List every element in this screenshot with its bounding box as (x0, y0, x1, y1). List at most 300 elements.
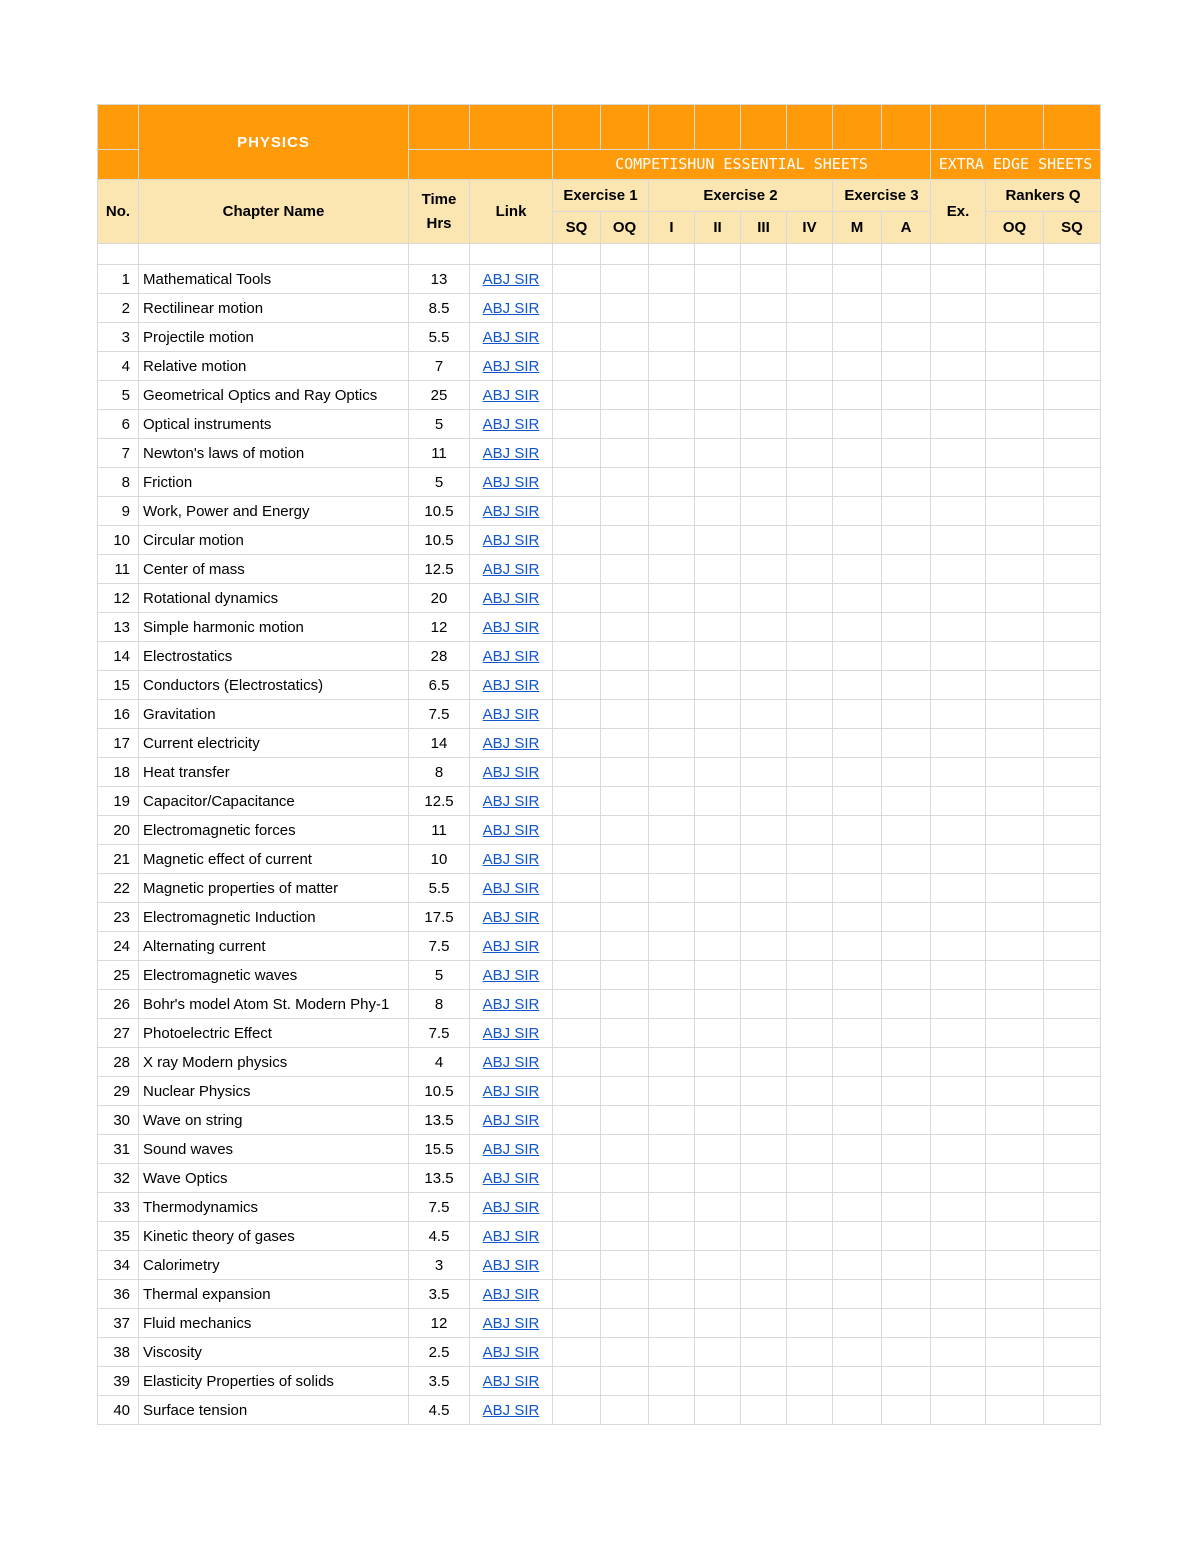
progress-cell[interactable] (553, 729, 601, 758)
progress-cell[interactable] (986, 497, 1044, 526)
progress-cell[interactable] (553, 381, 601, 410)
progress-cell[interactable] (649, 729, 695, 758)
progress-cell[interactable] (787, 1019, 833, 1048)
progress-cell[interactable] (553, 352, 601, 381)
progress-cell[interactable] (601, 1135, 649, 1164)
progress-cell[interactable] (741, 1309, 787, 1338)
chapter-link[interactable]: ABJ SIR (482, 995, 540, 1013)
progress-cell[interactable] (601, 555, 649, 584)
progress-cell[interactable] (649, 1077, 695, 1106)
progress-cell[interactable] (695, 932, 741, 961)
progress-cell[interactable] (553, 1048, 601, 1077)
progress-cell[interactable] (833, 1338, 882, 1367)
chapter-link[interactable]: ABJ SIR (482, 821, 540, 839)
progress-cell[interactable] (986, 439, 1044, 468)
progress-cell[interactable] (986, 1077, 1044, 1106)
progress-cell[interactable] (986, 671, 1044, 700)
progress-cell[interactable] (833, 1106, 882, 1135)
progress-cell[interactable] (695, 758, 741, 787)
progress-cell[interactable] (986, 1309, 1044, 1338)
progress-cell[interactable] (649, 1396, 695, 1425)
progress-cell[interactable] (833, 642, 882, 671)
progress-cell[interactable] (695, 497, 741, 526)
progress-cell[interactable] (553, 265, 601, 294)
progress-cell[interactable] (787, 729, 833, 758)
chapter-link[interactable]: ABJ SIR (482, 1401, 540, 1419)
progress-cell[interactable] (741, 758, 787, 787)
progress-cell[interactable] (553, 410, 601, 439)
progress-cell[interactable] (649, 1338, 695, 1367)
progress-cell[interactable] (649, 961, 695, 990)
progress-cell[interactable] (601, 526, 649, 555)
progress-cell[interactable] (787, 1077, 833, 1106)
progress-cell[interactable] (649, 1106, 695, 1135)
progress-cell[interactable] (649, 526, 695, 555)
progress-cell[interactable] (833, 1309, 882, 1338)
progress-cell[interactable] (931, 932, 986, 961)
progress-cell[interactable] (1044, 874, 1101, 903)
progress-cell[interactable] (986, 1338, 1044, 1367)
progress-cell[interactable] (695, 323, 741, 352)
progress-cell[interactable] (882, 1280, 931, 1309)
progress-cell[interactable] (882, 990, 931, 1019)
progress-cell[interactable] (695, 468, 741, 497)
progress-cell[interactable] (649, 352, 695, 381)
progress-cell[interactable] (601, 787, 649, 816)
progress-cell[interactable] (741, 497, 787, 526)
progress-cell[interactable] (741, 932, 787, 961)
progress-cell[interactable] (1044, 352, 1101, 381)
progress-cell[interactable] (787, 1367, 833, 1396)
progress-cell[interactable] (741, 642, 787, 671)
progress-cell[interactable] (741, 584, 787, 613)
progress-cell[interactable] (695, 671, 741, 700)
progress-cell[interactable] (1044, 468, 1101, 497)
progress-cell[interactable] (649, 845, 695, 874)
progress-cell[interactable] (931, 700, 986, 729)
progress-cell[interactable] (601, 700, 649, 729)
progress-cell[interactable] (1044, 555, 1101, 584)
progress-cell[interactable] (931, 1251, 986, 1280)
progress-cell[interactable] (601, 903, 649, 932)
progress-cell[interactable] (649, 932, 695, 961)
progress-cell[interactable] (986, 410, 1044, 439)
progress-cell[interactable] (882, 1106, 931, 1135)
progress-cell[interactable] (741, 468, 787, 497)
chapter-link[interactable]: ABJ SIR (482, 1314, 540, 1332)
progress-cell[interactable] (553, 468, 601, 497)
progress-cell[interactable] (601, 410, 649, 439)
progress-cell[interactable] (695, 1019, 741, 1048)
progress-cell[interactable] (601, 1077, 649, 1106)
progress-cell[interactable] (649, 1251, 695, 1280)
progress-cell[interactable] (553, 1338, 601, 1367)
progress-cell[interactable] (601, 1048, 649, 1077)
progress-cell[interactable] (601, 932, 649, 961)
progress-cell[interactable] (695, 1251, 741, 1280)
progress-cell[interactable] (787, 1048, 833, 1077)
progress-cell[interactable] (553, 294, 601, 323)
progress-cell[interactable] (649, 468, 695, 497)
progress-cell[interactable] (787, 613, 833, 642)
progress-cell[interactable] (695, 729, 741, 758)
progress-cell[interactable] (931, 874, 986, 903)
progress-cell[interactable] (833, 1280, 882, 1309)
progress-cell[interactable] (695, 1222, 741, 1251)
progress-cell[interactable] (833, 787, 882, 816)
progress-cell[interactable] (553, 1396, 601, 1425)
chapter-link[interactable]: ABJ SIR (482, 270, 540, 288)
chapter-link[interactable]: ABJ SIR (482, 1169, 540, 1187)
progress-cell[interactable] (601, 671, 649, 700)
progress-cell[interactable] (1044, 845, 1101, 874)
chapter-link[interactable]: ABJ SIR (482, 676, 540, 694)
progress-cell[interactable] (833, 468, 882, 497)
progress-cell[interactable] (1044, 1222, 1101, 1251)
progress-cell[interactable] (833, 265, 882, 294)
progress-cell[interactable] (986, 381, 1044, 410)
progress-cell[interactable] (882, 265, 931, 294)
progress-cell[interactable] (931, 1164, 986, 1193)
progress-cell[interactable] (695, 1367, 741, 1396)
progress-cell[interactable] (833, 961, 882, 990)
progress-cell[interactable] (1044, 294, 1101, 323)
progress-cell[interactable] (931, 1193, 986, 1222)
progress-cell[interactable] (787, 816, 833, 845)
progress-cell[interactable] (695, 294, 741, 323)
progress-cell[interactable] (741, 729, 787, 758)
progress-cell[interactable] (741, 700, 787, 729)
progress-cell[interactable] (695, 1135, 741, 1164)
progress-cell[interactable] (1044, 1367, 1101, 1396)
progress-cell[interactable] (787, 700, 833, 729)
progress-cell[interactable] (931, 642, 986, 671)
progress-cell[interactable] (649, 1367, 695, 1396)
progress-cell[interactable] (931, 758, 986, 787)
progress-cell[interactable] (741, 1106, 787, 1135)
chapter-link[interactable]: ABJ SIR (482, 1024, 540, 1042)
progress-cell[interactable] (553, 613, 601, 642)
progress-cell[interactable] (695, 874, 741, 903)
chapter-link[interactable]: ABJ SIR (482, 589, 540, 607)
progress-cell[interactable] (931, 265, 986, 294)
progress-cell[interactable] (931, 787, 986, 816)
progress-cell[interactable] (882, 294, 931, 323)
progress-cell[interactable] (649, 1135, 695, 1164)
progress-cell[interactable] (553, 845, 601, 874)
progress-cell[interactable] (787, 439, 833, 468)
progress-cell[interactable] (1044, 613, 1101, 642)
progress-cell[interactable] (695, 990, 741, 1019)
progress-cell[interactable] (695, 845, 741, 874)
progress-cell[interactable] (931, 671, 986, 700)
progress-cell[interactable] (931, 1338, 986, 1367)
chapter-link[interactable]: ABJ SIR (482, 1285, 540, 1303)
progress-cell[interactable] (931, 410, 986, 439)
chapter-link[interactable]: ABJ SIR (482, 502, 540, 520)
progress-cell[interactable] (882, 381, 931, 410)
progress-cell[interactable] (986, 874, 1044, 903)
progress-cell[interactable] (882, 1077, 931, 1106)
progress-cell[interactable] (931, 381, 986, 410)
progress-cell[interactable] (695, 1193, 741, 1222)
progress-cell[interactable] (787, 1164, 833, 1193)
progress-cell[interactable] (882, 700, 931, 729)
progress-cell[interactable] (787, 642, 833, 671)
progress-cell[interactable] (741, 1367, 787, 1396)
progress-cell[interactable] (787, 1396, 833, 1425)
progress-cell[interactable] (986, 1222, 1044, 1251)
progress-cell[interactable] (833, 903, 882, 932)
progress-cell[interactable] (649, 1019, 695, 1048)
chapter-link[interactable]: ABJ SIR (482, 647, 540, 665)
progress-cell[interactable] (787, 1222, 833, 1251)
chapter-link[interactable]: ABJ SIR (482, 734, 540, 752)
progress-cell[interactable] (1044, 1251, 1101, 1280)
progress-cell[interactable] (695, 1280, 741, 1309)
chapter-link[interactable]: ABJ SIR (482, 328, 540, 346)
progress-cell[interactable] (649, 1193, 695, 1222)
progress-cell[interactable] (553, 555, 601, 584)
progress-cell[interactable] (601, 323, 649, 352)
progress-cell[interactable] (601, 1280, 649, 1309)
progress-cell[interactable] (986, 845, 1044, 874)
progress-cell[interactable] (882, 729, 931, 758)
progress-cell[interactable] (1044, 439, 1101, 468)
progress-cell[interactable] (833, 584, 882, 613)
progress-cell[interactable] (695, 410, 741, 439)
chapter-link[interactable]: ABJ SIR (482, 618, 540, 636)
chapter-link[interactable]: ABJ SIR (482, 879, 540, 897)
progress-cell[interactable] (787, 874, 833, 903)
progress-cell[interactable] (833, 1222, 882, 1251)
progress-cell[interactable] (553, 1280, 601, 1309)
progress-cell[interactable] (649, 1280, 695, 1309)
progress-cell[interactable] (601, 1193, 649, 1222)
progress-cell[interactable] (986, 1164, 1044, 1193)
chapter-link[interactable]: ABJ SIR (482, 1082, 540, 1100)
chapter-link[interactable]: ABJ SIR (482, 1343, 540, 1361)
chapter-link[interactable]: ABJ SIR (482, 357, 540, 375)
progress-cell[interactable] (741, 990, 787, 1019)
progress-cell[interactable] (741, 555, 787, 584)
progress-cell[interactable] (553, 671, 601, 700)
progress-cell[interactable] (833, 671, 882, 700)
progress-cell[interactable] (553, 990, 601, 1019)
progress-cell[interactable] (695, 584, 741, 613)
progress-cell[interactable] (1044, 903, 1101, 932)
progress-cell[interactable] (741, 526, 787, 555)
progress-cell[interactable] (1044, 961, 1101, 990)
progress-cell[interactable] (787, 265, 833, 294)
progress-cell[interactable] (741, 410, 787, 439)
progress-cell[interactable] (787, 1251, 833, 1280)
progress-cell[interactable] (741, 1396, 787, 1425)
progress-cell[interactable] (1044, 1077, 1101, 1106)
progress-cell[interactable] (882, 584, 931, 613)
chapter-link[interactable]: ABJ SIR (482, 850, 540, 868)
progress-cell[interactable] (882, 555, 931, 584)
progress-cell[interactable] (833, 1193, 882, 1222)
chapter-link[interactable]: ABJ SIR (482, 763, 540, 781)
progress-cell[interactable] (601, 845, 649, 874)
progress-cell[interactable] (1044, 1164, 1101, 1193)
progress-cell[interactable] (986, 1106, 1044, 1135)
progress-cell[interactable] (695, 700, 741, 729)
progress-cell[interactable] (695, 1164, 741, 1193)
progress-cell[interactable] (931, 584, 986, 613)
progress-cell[interactable] (986, 1367, 1044, 1396)
progress-cell[interactable] (649, 294, 695, 323)
progress-cell[interactable] (553, 1077, 601, 1106)
progress-cell[interactable] (741, 294, 787, 323)
progress-cell[interactable] (1044, 1019, 1101, 1048)
progress-cell[interactable] (553, 1019, 601, 1048)
progress-cell[interactable] (1044, 265, 1101, 294)
progress-cell[interactable] (601, 1222, 649, 1251)
progress-cell[interactable] (553, 1193, 601, 1222)
progress-cell[interactable] (695, 439, 741, 468)
progress-cell[interactable] (833, 700, 882, 729)
progress-cell[interactable] (553, 323, 601, 352)
progress-cell[interactable] (882, 671, 931, 700)
progress-cell[interactable] (695, 816, 741, 845)
progress-cell[interactable] (882, 816, 931, 845)
progress-cell[interactable] (695, 1309, 741, 1338)
progress-cell[interactable] (986, 932, 1044, 961)
progress-cell[interactable] (649, 671, 695, 700)
progress-cell[interactable] (601, 468, 649, 497)
progress-cell[interactable] (649, 265, 695, 294)
progress-cell[interactable] (833, 1077, 882, 1106)
progress-cell[interactable] (833, 874, 882, 903)
progress-cell[interactable] (553, 787, 601, 816)
progress-cell[interactable] (833, 816, 882, 845)
progress-cell[interactable] (601, 990, 649, 1019)
progress-cell[interactable] (833, 1164, 882, 1193)
progress-cell[interactable] (882, 642, 931, 671)
progress-cell[interactable] (649, 584, 695, 613)
chapter-link[interactable]: ABJ SIR (482, 560, 540, 578)
progress-cell[interactable] (986, 584, 1044, 613)
progress-cell[interactable] (601, 352, 649, 381)
progress-cell[interactable] (931, 903, 986, 932)
progress-cell[interactable] (833, 381, 882, 410)
progress-cell[interactable] (882, 497, 931, 526)
progress-cell[interactable] (931, 961, 986, 990)
progress-cell[interactable] (1044, 758, 1101, 787)
progress-cell[interactable] (986, 1048, 1044, 1077)
progress-cell[interactable] (741, 903, 787, 932)
progress-cell[interactable] (1044, 1193, 1101, 1222)
progress-cell[interactable] (787, 787, 833, 816)
progress-cell[interactable] (649, 1048, 695, 1077)
progress-cell[interactable] (649, 700, 695, 729)
progress-cell[interactable] (741, 323, 787, 352)
progress-cell[interactable] (601, 642, 649, 671)
progress-cell[interactable] (553, 642, 601, 671)
progress-cell[interactable] (833, 1019, 882, 1048)
progress-cell[interactable] (833, 1396, 882, 1425)
progress-cell[interactable] (1044, 1135, 1101, 1164)
chapter-link[interactable]: ABJ SIR (482, 299, 540, 317)
progress-cell[interactable] (1044, 787, 1101, 816)
progress-cell[interactable] (741, 671, 787, 700)
progress-cell[interactable] (931, 845, 986, 874)
progress-cell[interactable] (882, 1164, 931, 1193)
progress-cell[interactable] (553, 1222, 601, 1251)
progress-cell[interactable] (787, 1280, 833, 1309)
progress-cell[interactable] (695, 1396, 741, 1425)
progress-cell[interactable] (986, 555, 1044, 584)
progress-cell[interactable] (601, 1251, 649, 1280)
progress-cell[interactable] (695, 613, 741, 642)
progress-cell[interactable] (741, 352, 787, 381)
progress-cell[interactable] (1044, 381, 1101, 410)
progress-cell[interactable] (1044, 526, 1101, 555)
progress-cell[interactable] (553, 758, 601, 787)
progress-cell[interactable] (986, 642, 1044, 671)
progress-cell[interactable] (601, 1309, 649, 1338)
progress-cell[interactable] (553, 1251, 601, 1280)
progress-cell[interactable] (882, 352, 931, 381)
progress-cell[interactable] (649, 642, 695, 671)
progress-cell[interactable] (741, 1048, 787, 1077)
progress-cell[interactable] (553, 1106, 601, 1135)
progress-cell[interactable] (833, 323, 882, 352)
progress-cell[interactable] (931, 1106, 986, 1135)
progress-cell[interactable] (601, 294, 649, 323)
progress-cell[interactable] (882, 1338, 931, 1367)
progress-cell[interactable] (931, 352, 986, 381)
progress-cell[interactable] (931, 613, 986, 642)
progress-cell[interactable] (833, 294, 882, 323)
progress-cell[interactable] (833, 932, 882, 961)
progress-cell[interactable] (741, 265, 787, 294)
progress-cell[interactable] (787, 903, 833, 932)
progress-cell[interactable] (931, 1048, 986, 1077)
progress-cell[interactable] (931, 1019, 986, 1048)
progress-cell[interactable] (931, 323, 986, 352)
progress-cell[interactable] (649, 613, 695, 642)
progress-cell[interactable] (1044, 1048, 1101, 1077)
progress-cell[interactable] (695, 1106, 741, 1135)
progress-cell[interactable] (741, 961, 787, 990)
progress-cell[interactable] (882, 1193, 931, 1222)
progress-cell[interactable] (553, 932, 601, 961)
progress-cell[interactable] (553, 700, 601, 729)
chapter-link[interactable]: ABJ SIR (482, 908, 540, 926)
progress-cell[interactable] (787, 1106, 833, 1135)
progress-cell[interactable] (986, 294, 1044, 323)
progress-cell[interactable] (986, 323, 1044, 352)
progress-cell[interactable] (553, 1367, 601, 1396)
progress-cell[interactable] (695, 1048, 741, 1077)
progress-cell[interactable] (787, 990, 833, 1019)
progress-cell[interactable] (931, 526, 986, 555)
progress-cell[interactable] (986, 758, 1044, 787)
progress-cell[interactable] (787, 961, 833, 990)
progress-cell[interactable] (1044, 1309, 1101, 1338)
progress-cell[interactable] (787, 1309, 833, 1338)
progress-cell[interactable] (787, 497, 833, 526)
progress-cell[interactable] (931, 468, 986, 497)
progress-cell[interactable] (601, 1396, 649, 1425)
chapter-link[interactable]: ABJ SIR (482, 531, 540, 549)
progress-cell[interactable] (833, 439, 882, 468)
progress-cell[interactable] (601, 961, 649, 990)
chapter-link[interactable]: ABJ SIR (482, 473, 540, 491)
